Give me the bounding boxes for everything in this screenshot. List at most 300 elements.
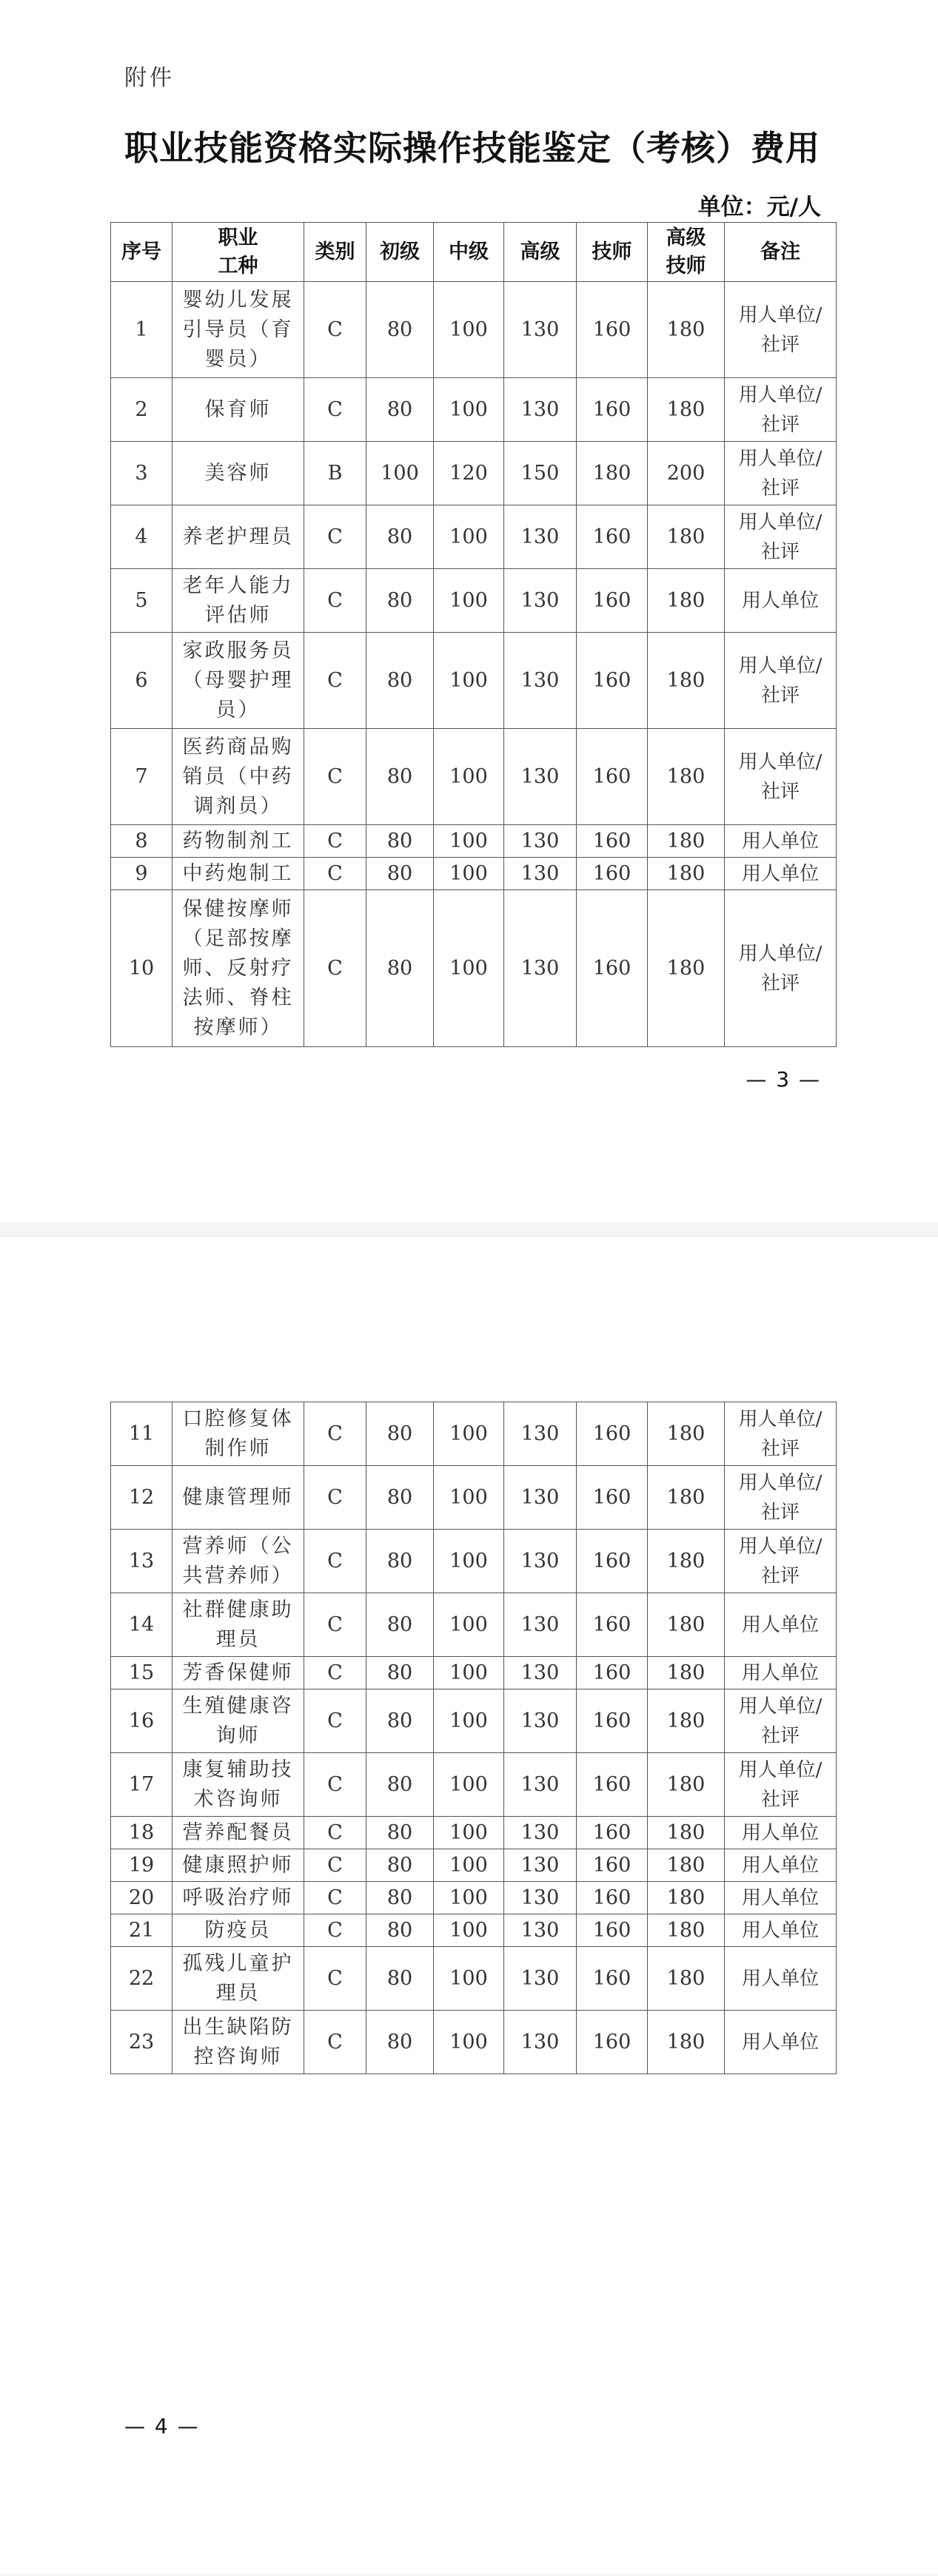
table-row <box>111 1466 837 1530</box>
cell-job <box>172 1689 304 1753</box>
cell-level-3: 130 <box>504 1402 577 1466</box>
cell-category: C <box>304 1657 366 1689</box>
cell-level-1: 80 <box>366 1689 434 1753</box>
cell-level-2: 100 <box>434 1689 504 1753</box>
cell-no: 17 <box>111 1753 172 1817</box>
cell-level-1: 80 <box>366 569 434 633</box>
cell-level-1: 80 <box>366 1593 434 1657</box>
cell-level-5: 180 <box>648 1402 725 1466</box>
table-row <box>111 1593 837 1657</box>
job-line: 共营养师） <box>182 1564 294 1587</box>
job-line: 康复辅助技 <box>182 1758 294 1781</box>
cell-level-1: 80 <box>366 1657 434 1689</box>
cell-no: 11 <box>111 1402 172 1466</box>
note-line: 用人单位 <box>741 1854 819 1877</box>
note-line: 社评 <box>760 684 800 707</box>
cell-job <box>172 825 304 858</box>
cell-category: C <box>304 1593 366 1657</box>
cell-level-5: 180 <box>648 890 725 1047</box>
cell-level-4: 160 <box>577 1689 648 1753</box>
cell-category: C <box>304 1914 366 1947</box>
table-row <box>111 890 837 1047</box>
cell-level-3: 130 <box>504 890 577 1047</box>
table-row <box>111 1849 837 1882</box>
cell-level-4: 160 <box>577 1914 648 1947</box>
job-line: 保健按摩师 <box>182 897 294 921</box>
note-line: 社评 <box>760 540 800 563</box>
cell-level-1: 80 <box>366 1402 434 1466</box>
cell-level-2: 100 <box>434 378 504 442</box>
cell-job <box>172 633 304 729</box>
cell-level-2: 100 <box>434 1947 504 2011</box>
table-row <box>111 1402 837 1466</box>
cell-note <box>725 1849 837 1882</box>
cell-level-4: 160 <box>577 1882 648 1914</box>
table-row <box>111 1947 837 2011</box>
cell-job <box>172 890 304 1047</box>
attachment-label: 附件 <box>124 65 175 91</box>
cell-level-3: 130 <box>504 1947 577 2011</box>
cell-level-1: 80 <box>366 1849 434 1882</box>
cell-level-3: 130 <box>504 1689 577 1753</box>
cell-level-5: 180 <box>648 2011 725 2074</box>
cell-category: C <box>304 378 366 442</box>
cell-level-5: 180 <box>648 282 725 378</box>
table-row <box>111 442 837 505</box>
table-row <box>111 282 837 378</box>
cell-level-4: 160 <box>577 1657 648 1689</box>
cell-level-4: 160 <box>577 1466 648 1530</box>
cell-level-3: 130 <box>504 282 577 378</box>
job-line: 营养师（公 <box>182 1534 294 1558</box>
cell-job <box>172 1753 304 1817</box>
note-line: 用人单位 <box>741 1821 819 1844</box>
job-line: 销员（中药 <box>182 764 294 788</box>
table-row <box>111 569 837 633</box>
cell-level-4: 160 <box>577 1530 648 1593</box>
job-line: （足部按摩 <box>182 927 294 950</box>
cell-level-3: 150 <box>504 442 577 505</box>
cell-job <box>172 1849 304 1882</box>
job-line: 调剂员） <box>193 794 283 818</box>
job-line: 防疫员 <box>204 1918 272 1942</box>
job-line: 保育师 <box>204 397 272 421</box>
cell-job <box>172 1466 304 1530</box>
job-line: 健康照护师 <box>182 1853 294 1877</box>
cell-note <box>725 1593 837 1657</box>
job-line: 营养配餐员 <box>182 1820 294 1844</box>
cell-level-5: 180 <box>648 825 725 858</box>
cell-category: C <box>304 633 366 729</box>
table-row <box>111 858 837 890</box>
table-row <box>111 505 837 569</box>
table-row <box>111 1530 837 1593</box>
note-line: 用人单位/ <box>738 942 823 965</box>
cell-level-1: 80 <box>366 1466 434 1530</box>
header-level-3: 高级 <box>504 223 577 282</box>
cell-note <box>725 729 837 825</box>
cell-level-3: 130 <box>504 1914 577 1947</box>
cell-level-3: 130 <box>504 569 577 633</box>
cell-no: 22 <box>111 1947 172 2011</box>
cell-job <box>172 1593 304 1657</box>
job-line: 口腔修复体 <box>182 1407 294 1430</box>
job-line: 社群健康助 <box>182 1598 294 1621</box>
cell-level-5: 180 <box>648 729 725 825</box>
cell-level-3: 130 <box>504 858 577 890</box>
cell-category: C <box>304 1530 366 1593</box>
cell-level-5: 180 <box>648 1817 725 1849</box>
note-line: 用人单位/ <box>738 1535 823 1558</box>
cell-level-4: 160 <box>577 282 648 378</box>
note-line: 用人单位/ <box>738 1471 823 1494</box>
cell-level-5: 180 <box>648 1914 725 1947</box>
cell-level-1: 80 <box>366 825 434 858</box>
cell-level-3: 130 <box>504 1657 577 1689</box>
cell-level-1: 80 <box>366 1914 434 1947</box>
cell-level-5: 180 <box>648 1689 725 1753</box>
cell-level-3: 130 <box>504 633 577 729</box>
cell-job <box>172 1817 304 1849</box>
cell-level-3: 130 <box>504 378 577 442</box>
cell-job <box>172 1657 304 1689</box>
cell-level-1: 80 <box>366 633 434 729</box>
cell-job <box>172 282 304 378</box>
fee-table-part-1 <box>110 222 837 1047</box>
note-line: 用人单位/ <box>738 383 823 406</box>
cell-no: 23 <box>111 2011 172 2074</box>
cell-note <box>725 442 837 505</box>
note-line: 社评 <box>760 1501 800 1524</box>
cell-job <box>172 858 304 890</box>
job-line: 询师 <box>215 1724 261 1747</box>
cell-level-3: 130 <box>504 1530 577 1593</box>
job-line: 药物制剂工 <box>182 829 294 852</box>
cell-note <box>725 1657 837 1689</box>
cell-level-4: 160 <box>577 1753 648 1817</box>
cell-category: C <box>304 1402 366 1466</box>
cell-level-5: 180 <box>648 1753 725 1817</box>
table-row <box>111 2011 837 2074</box>
table-row <box>111 1657 837 1689</box>
cell-level-2: 100 <box>434 729 504 825</box>
cell-no: 10 <box>111 890 172 1047</box>
cell-category: C <box>304 505 366 569</box>
cell-level-5: 180 <box>648 1466 725 1530</box>
cell-level-3: 130 <box>504 825 577 858</box>
cell-level-4: 160 <box>577 505 648 569</box>
cell-level-2: 120 <box>434 442 504 505</box>
cell-level-1: 80 <box>366 378 434 442</box>
cell-job <box>172 729 304 825</box>
cell-note <box>725 890 837 1047</box>
cell-no: 19 <box>111 1849 172 1882</box>
cell-level-5: 180 <box>648 1593 725 1657</box>
cell-level-2: 100 <box>434 1402 504 1466</box>
cell-level-1: 80 <box>366 1947 434 2011</box>
note-line: 用人单位 <box>741 1886 819 1909</box>
cell-level-4: 160 <box>577 1947 648 2011</box>
cell-category: C <box>304 1947 366 2011</box>
cell-level-2: 100 <box>434 1530 504 1593</box>
cell-note <box>725 825 837 858</box>
cell-level-5: 180 <box>648 1849 725 1882</box>
cell-note <box>725 1882 837 1914</box>
cell-level-4: 160 <box>577 729 648 825</box>
cell-note <box>725 858 837 890</box>
cell-no: 2 <box>111 378 172 442</box>
cell-level-3: 130 <box>504 1817 577 1849</box>
cell-no: 20 <box>111 1882 172 1914</box>
cell-category: C <box>304 858 366 890</box>
note-line: 社评 <box>760 413 800 436</box>
cell-note <box>725 378 837 442</box>
cell-level-1: 80 <box>366 890 434 1047</box>
cell-note <box>725 1817 837 1849</box>
cell-level-5: 180 <box>648 378 725 442</box>
cell-note <box>725 1914 837 1947</box>
job-line: 出生缺陷防 <box>182 2015 294 2039</box>
note-line: 社评 <box>760 333 800 356</box>
cell-note <box>725 1947 837 2011</box>
cell-category: C <box>304 282 366 378</box>
job-line: 生殖健康咨 <box>182 1694 294 1718</box>
note-line: 用人单位/ <box>738 750 823 773</box>
cell-level-2: 100 <box>434 2011 504 2074</box>
cell-level-4: 160 <box>577 858 648 890</box>
cell-level-5: 180 <box>648 1882 725 1914</box>
table-row <box>111 1914 837 1947</box>
cell-level-2: 100 <box>434 505 504 569</box>
job-line: 理员 <box>215 1981 261 2005</box>
cell-level-3: 130 <box>504 1882 577 1914</box>
cell-level-3: 130 <box>504 1849 577 1882</box>
cell-level-4: 160 <box>577 890 648 1047</box>
cell-no: 8 <box>111 825 172 858</box>
header-level-5: 高级技师 <box>648 223 725 282</box>
job-line: 控咨询师 <box>193 2045 283 2068</box>
page-number: — 3 — <box>746 1067 821 1092</box>
note-line: 社评 <box>760 1437 800 1460</box>
job-line: 中药炮制工 <box>182 861 294 885</box>
table-row <box>111 633 837 729</box>
cell-note <box>725 1402 837 1466</box>
cell-level-1: 80 <box>366 729 434 825</box>
cell-job <box>172 505 304 569</box>
cell-level-2: 100 <box>434 1657 504 1689</box>
table-row <box>111 825 837 858</box>
cell-level-3: 130 <box>504 729 577 825</box>
cell-job <box>172 1402 304 1466</box>
job-line: 健康管理师 <box>182 1485 294 1509</box>
note-line: 用人单位 <box>741 1661 819 1684</box>
cell-category: C <box>304 569 366 633</box>
cell-level-5: 180 <box>648 1657 725 1689</box>
note-line: 用人单位 <box>741 2031 819 2054</box>
cell-level-5: 180 <box>648 858 725 890</box>
job-line: 呼吸治疗师 <box>182 1886 294 1909</box>
cell-level-4: 160 <box>577 378 648 442</box>
cell-level-4: 160 <box>577 1593 648 1657</box>
cell-level-2: 100 <box>434 282 504 378</box>
cell-job <box>172 1530 304 1593</box>
job-line: 法师、脊柱 <box>182 986 294 1009</box>
cell-level-4: 160 <box>577 1849 648 1882</box>
note-line: 社评 <box>760 1564 800 1587</box>
cell-level-2: 100 <box>434 1466 504 1530</box>
cell-job <box>172 442 304 505</box>
job-line: 芳香保健师 <box>182 1661 294 1684</box>
cell-no: 21 <box>111 1914 172 1947</box>
header-job: 职业工种 <box>172 223 304 282</box>
note-line: 用人单位 <box>741 862 819 885</box>
cell-level-4: 160 <box>577 633 648 729</box>
note-line: 社评 <box>760 780 800 803</box>
cell-level-2: 100 <box>434 1882 504 1914</box>
job-line: 老年人能力 <box>182 574 294 597</box>
cell-level-1: 80 <box>366 1817 434 1849</box>
job-line: 评估师 <box>204 603 272 627</box>
cell-no: 15 <box>111 1657 172 1689</box>
cell-level-4: 160 <box>577 1402 648 1466</box>
document-page-4 <box>0 1237 938 2574</box>
note-line: 用人单位 <box>741 1613 819 1636</box>
note-line: 用人单位/ <box>738 1408 823 1430</box>
note-line: 用人单位 <box>741 830 819 852</box>
cell-level-5: 180 <box>648 633 725 729</box>
cell-note <box>725 505 837 569</box>
cell-level-5: 180 <box>648 505 725 569</box>
cell-level-1: 80 <box>366 1530 434 1593</box>
table-row <box>111 729 837 825</box>
cell-category: C <box>304 825 366 858</box>
cell-level-2: 100 <box>434 825 504 858</box>
note-line: 社评 <box>760 477 800 500</box>
cell-level-2: 100 <box>434 1849 504 1882</box>
job-line: 理员 <box>215 1627 261 1651</box>
cell-category: C <box>304 1689 366 1753</box>
cell-level-3: 130 <box>504 1753 577 1817</box>
job-line: （母婴护理 <box>182 668 294 692</box>
cell-level-5: 180 <box>648 1947 725 2011</box>
cell-no: 14 <box>111 1593 172 1657</box>
cell-level-2: 100 <box>434 633 504 729</box>
cell-note <box>725 569 837 633</box>
note-line: 社评 <box>760 1724 800 1747</box>
cell-job <box>172 378 304 442</box>
cell-level-4: 160 <box>577 2011 648 2074</box>
job-line: 孤残儿童护 <box>182 1951 294 1975</box>
cell-category: C <box>304 729 366 825</box>
note-line: 用人单位/ <box>738 511 823 534</box>
cell-level-1: 80 <box>366 858 434 890</box>
cell-level-4: 160 <box>577 825 648 858</box>
cell-category: C <box>304 1753 366 1817</box>
job-line: 术咨询师 <box>193 1787 283 1811</box>
cell-no: 5 <box>111 569 172 633</box>
cell-level-3: 130 <box>504 1466 577 1530</box>
cell-note <box>725 633 837 729</box>
header-level-1: 初级 <box>366 223 434 282</box>
header-no: 序号 <box>111 223 172 282</box>
note-line: 社评 <box>760 1788 800 1811</box>
job-line: 家政服务员 <box>182 639 294 662</box>
cell-no: 1 <box>111 282 172 378</box>
cell-level-1: 80 <box>366 1753 434 1817</box>
job-line: 美容师 <box>204 461 272 485</box>
cell-category: C <box>304 1817 366 1849</box>
cell-category: C <box>304 890 366 1047</box>
table-header-row <box>111 223 837 282</box>
note-line: 用人单位/ <box>738 447 823 470</box>
fee-table-part-2 <box>110 1402 837 2074</box>
cell-level-2: 100 <box>434 1753 504 1817</box>
cell-level-3: 130 <box>504 2011 577 2074</box>
cell-level-2: 100 <box>434 890 504 1047</box>
cell-level-3: 130 <box>504 1593 577 1657</box>
header-category: 类别 <box>304 223 366 282</box>
table-row <box>111 1689 837 1753</box>
cell-no: 13 <box>111 1530 172 1593</box>
header-note: 备注 <box>725 223 837 282</box>
table-row <box>111 1817 837 1849</box>
note-line: 用人单位/ <box>738 1758 823 1781</box>
job-line: 引导员（育 <box>182 317 294 341</box>
cell-no: 16 <box>111 1689 172 1753</box>
cell-job <box>172 1914 304 1947</box>
cell-note <box>725 282 837 378</box>
job-line: 婴员） <box>204 347 272 371</box>
table-row <box>111 1882 837 1914</box>
cell-level-2: 100 <box>434 1593 504 1657</box>
job-line: 师、反射疗 <box>182 956 294 980</box>
cell-no: 12 <box>111 1466 172 1530</box>
cell-level-2: 100 <box>434 1914 504 1947</box>
cell-level-5: 180 <box>648 1530 725 1593</box>
cell-job <box>172 1947 304 2011</box>
cell-level-4: 160 <box>577 569 648 633</box>
cell-level-5: 180 <box>648 569 725 633</box>
cell-category: C <box>304 1849 366 1882</box>
cell-level-1: 100 <box>366 442 434 505</box>
note-line: 用人单位 <box>741 1919 819 1942</box>
document-page-3 <box>0 0 938 1223</box>
header-level-2: 中级 <box>434 223 504 282</box>
job-line: 婴幼儿发展 <box>182 288 294 312</box>
cell-job <box>172 2011 304 2074</box>
cell-level-2: 100 <box>434 1817 504 1849</box>
cell-note <box>725 1530 837 1593</box>
cell-note <box>725 1689 837 1753</box>
cell-level-3: 130 <box>504 505 577 569</box>
job-line: 员） <box>215 698 261 722</box>
page-title: 职业技能资格实际操作技能鉴定（考核）费用 <box>124 128 820 168</box>
note-line: 用人单位/ <box>738 1695 823 1718</box>
cell-level-4: 160 <box>577 1817 648 1849</box>
cell-note <box>725 1466 837 1530</box>
page-number: — 4 — <box>124 2414 200 2438</box>
cell-level-1: 80 <box>366 505 434 569</box>
note-line: 用人单位/ <box>738 654 823 677</box>
cell-no: 3 <box>111 442 172 505</box>
header-level-4: 技师 <box>577 223 648 282</box>
table-row <box>111 378 837 442</box>
cell-category: B <box>304 442 366 505</box>
cell-job <box>172 1882 304 1914</box>
cell-category: C <box>304 2011 366 2074</box>
cell-no: 7 <box>111 729 172 825</box>
cell-level-2: 100 <box>434 858 504 890</box>
